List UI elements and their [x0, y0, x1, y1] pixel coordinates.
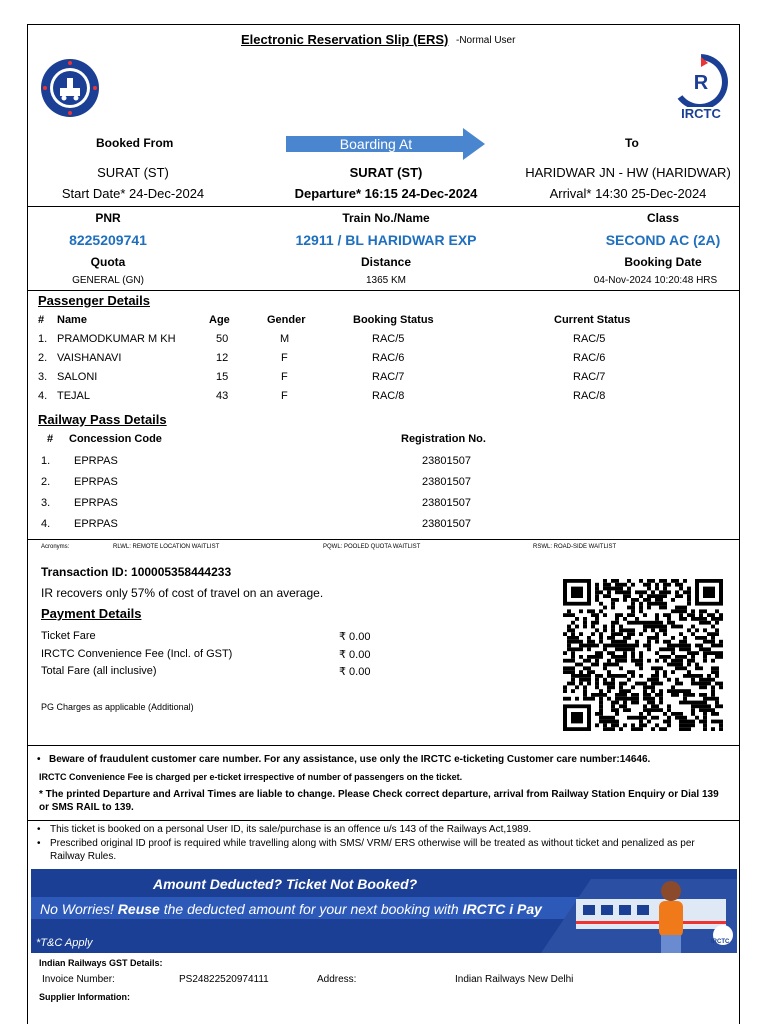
passenger-row	[28, 333, 739, 347]
irctc-logo	[668, 53, 734, 123]
passenger-age: 15	[216, 371, 229, 383]
ticket-fare-label: Ticket Fare	[41, 630, 96, 642]
booked-from-label: Booked From	[96, 136, 174, 150]
svg-text:R: R	[693, 72, 709, 94]
train-value: 12911 / BL HARIDWAR EXP	[295, 232, 477, 248]
passenger-age: 12	[216, 352, 229, 364]
booking-date-value: 04-Nov-2024 10:20:48 HRS	[593, 275, 718, 286]
page-title: Electronic Reservation Slip (ERS)	[241, 32, 449, 47]
quota-label: Quota	[90, 255, 126, 269]
divider	[28, 539, 739, 540]
pass-row	[28, 518, 739, 532]
convenience-fee-amount: ₹ 0.00	[339, 649, 371, 661]
col-age: Age	[209, 314, 230, 326]
passenger-name: TEJAL	[57, 390, 91, 402]
passenger-row	[28, 352, 739, 366]
banner-text	[40, 901, 542, 917]
passenger-details-title: Passenger Details	[38, 293, 151, 308]
passenger-name: SALONI	[57, 371, 98, 383]
train-label: Train No./Name	[342, 211, 430, 225]
registration-no: 23801507	[422, 497, 471, 509]
current-status: RAC/5	[573, 333, 606, 345]
total-fare-label: Total Fare (all inclusive)	[41, 665, 157, 677]
pnr-label: PNR	[95, 211, 121, 225]
convenience-fee-label: IRCTC Convenience Fee (Incl. of GST)	[41, 648, 233, 660]
ticket-fare-amount: ₹ 0.00	[339, 631, 371, 643]
current-status: RAC/6	[573, 352, 606, 364]
passenger-header-row	[28, 314, 739, 328]
pg-charges-note: PG Charges as applicable (Additional)	[41, 702, 194, 712]
col-no: #	[38, 314, 45, 326]
personal-id-note: • This ticket is booked on a personal User ID, its sale/purchase is an offence u/s 143 of the Railways Act,1989.	[37, 824, 532, 835]
class-label: Class	[646, 211, 680, 225]
distance-value: 1365 KM	[365, 275, 407, 286]
distance-label: Distance	[360, 255, 412, 269]
registration-no: 23801507	[422, 455, 471, 467]
address-label: Address:	[317, 974, 357, 985]
col-concession-code: Concession Code	[69, 433, 162, 445]
booking-status: RAC/7	[372, 371, 405, 383]
banner-brand: IRCTC	[711, 939, 730, 945]
row-no: 3.	[41, 497, 51, 509]
passenger-name: VAISHANAVI	[57, 352, 122, 364]
row-no: 2.	[38, 352, 48, 364]
concession-code: EPRPAS	[74, 518, 118, 530]
booking-status: RAC/8	[372, 390, 405, 402]
col-booking-status: Booking Status	[353, 314, 434, 326]
pass-row	[28, 476, 739, 490]
personal-id-note-text: This ticket is booked on a personal User ID, its sale/purchase is an offence u/s 143 of the Railways Act,1989.	[50, 824, 532, 835]
passenger-age: 50	[216, 333, 229, 345]
concession-code: EPRPAS	[74, 476, 118, 488]
banner-headline: Amount Deducted? Ticket Not Booked?	[153, 876, 418, 892]
acronyms-label: Acronyms:	[41, 544, 70, 550]
banner-tc: *T&C Apply	[36, 937, 93, 949]
irctc-ipay-banner[interactable]	[31, 869, 737, 953]
id-proof-note-text: Prescribed original ID proof is required while travelling along with SMS/ VRM/ ERS otherwise will be treated as without ticket and penalized as per Railway Rules.	[50, 838, 695, 862]
irctc-logo-text: IRCTC	[681, 106, 721, 121]
current-status: RAC/8	[573, 390, 606, 402]
row-no: 4.	[38, 390, 48, 402]
total-fare-amount: ₹ 0.00	[339, 666, 371, 678]
passenger-row	[28, 371, 739, 385]
timing-note: * The printed Departure and Arrival Times are liable to change. Please Check correct departure, arrival from Railway Station Enquiry or Dial 139 or SMS RAIL to 139.	[39, 789, 719, 813]
acronym-rswl: RSWL: ROAD-SIDE WAITLIST	[533, 544, 617, 550]
invoice-label: Invoice Number:	[42, 974, 115, 985]
banner-text-c: the deducted amount for your next booking with	[163, 901, 459, 917]
pnr-value: 8225209741	[69, 232, 147, 248]
col-name: Name	[57, 314, 87, 326]
qr-code	[563, 579, 723, 731]
booking-status: RAC/5	[372, 333, 405, 345]
ers-ticket	[27, 24, 740, 1024]
divider	[28, 206, 739, 207]
concession-code: EPRPAS	[74, 497, 118, 509]
booking-date-label: Booking Date	[624, 255, 702, 269]
gst-details-title: Indian Railways GST Details:	[39, 958, 163, 968]
pass-row	[28, 455, 739, 469]
indian-railways-logo	[40, 58, 100, 118]
payment-details-title: Payment Details	[41, 606, 142, 621]
beware-note: • Beware of fraudulent customer care number. For any assistance, use only the IRCTC e-ticketing Customer care number:14646.	[37, 754, 651, 765]
divider	[28, 745, 739, 746]
to-label: To	[625, 136, 639, 150]
row-no: 1.	[41, 455, 51, 467]
to-station: HARIDWAR JN - HW (HARIDWAR)	[525, 165, 731, 180]
col-gender: Gender	[267, 314, 306, 326]
col-current-status: Current Status	[554, 314, 631, 326]
supplier-information-label: Supplier Information:	[39, 992, 130, 1002]
class-value: SECOND AC (2A)	[605, 232, 721, 248]
cost-recovery-note: IR recovers only 57% of cost of travel on an average.	[41, 586, 324, 600]
passenger-gender: M	[280, 333, 290, 345]
registration-no: 23801507	[422, 518, 471, 530]
departure-time: Departure* 16:15 24-Dec-2024	[294, 186, 478, 201]
divider	[28, 820, 739, 821]
current-status: RAC/7	[573, 371, 606, 383]
col-no: #	[47, 433, 54, 445]
invoice-number: PS24822520974111	[179, 974, 269, 985]
passenger-row	[28, 390, 739, 404]
acronym-rlwl: RLWL: REMOTE LOCATION WAITLIST	[113, 544, 220, 550]
row-no: 3.	[38, 371, 48, 383]
registration-no: 23801507	[422, 476, 471, 488]
banner-text-d: IRCTC i Pay	[462, 901, 542, 917]
concession-code: EPRPAS	[74, 455, 118, 467]
beware-note-text: Beware of fraudulent customer care number. For any assistance, use only the IRCTC e-ticketing Customer care number:14646.	[49, 754, 651, 765]
col-registration-no: Registration No.	[401, 433, 486, 445]
railway-pass-title: Railway Pass Details	[38, 412, 167, 427]
pass-header-row	[28, 433, 739, 447]
banner-text-a: No Worries!	[40, 901, 114, 917]
boarding-label: Boarding At	[339, 136, 413, 152]
boarding-station: SURAT (ST)	[349, 165, 423, 180]
address-value: Indian Railways New Delhi	[455, 974, 574, 985]
transaction-id: Transaction ID: 100005358444233	[41, 565, 232, 579]
arrival-time: Arrival* 14:30 25-Dec-2024	[549, 186, 707, 201]
passenger-gender: F	[281, 352, 288, 364]
id-proof-note: • Prescribed original ID proof is required while travelling along with SMS/ VRM/ ERS otherwise will be treated as without ticket and penalized as per Railway Rules.	[37, 838, 695, 862]
passenger-name: PRAMODKUMAR M KH	[57, 333, 176, 345]
page-subtitle: -Normal User	[456, 35, 516, 46]
passenger-age: 43	[216, 390, 229, 402]
banner-text-b: Reuse	[117, 901, 160, 917]
acronym-pqwl: PQWL: POOLED QUOTA WAITLIST	[323, 544, 421, 550]
row-no: 2.	[41, 476, 51, 488]
passenger-gender: F	[281, 390, 288, 402]
booking-status: RAC/6	[372, 352, 405, 364]
divider	[28, 290, 739, 291]
convenience-fee-note: IRCTC Convenience Fee is charged per e-ticket irrespective of number of passengers on the ticket.	[39, 772, 463, 782]
quota-value: GENERAL (GN)	[72, 275, 144, 286]
from-station: SURAT (ST)	[97, 165, 169, 180]
boarding-arrow	[286, 128, 486, 160]
row-no: 1.	[38, 333, 48, 345]
start-date: Start Date* 24-Dec-2024	[61, 186, 205, 201]
row-no: 4.	[41, 518, 51, 530]
passenger-gender: F	[281, 371, 288, 383]
pass-row	[28, 497, 739, 511]
